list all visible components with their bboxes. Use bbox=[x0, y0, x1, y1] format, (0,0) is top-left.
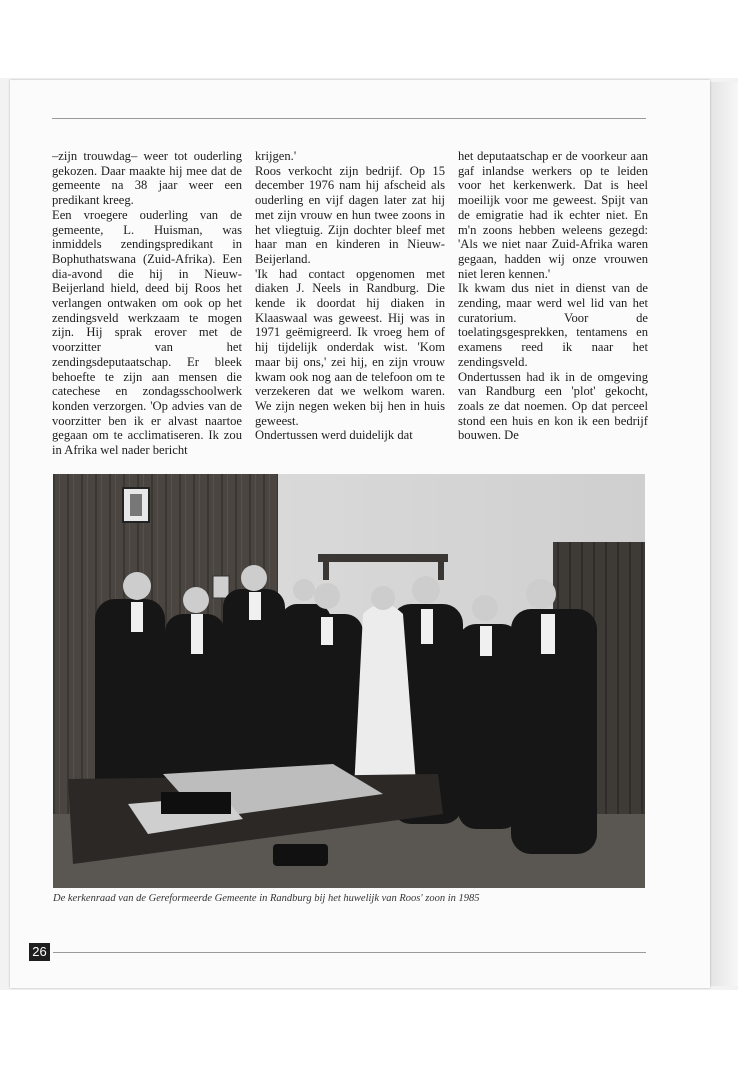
group-photo bbox=[53, 474, 645, 888]
text-column-2 bbox=[255, 149, 445, 461]
top-rule bbox=[52, 118, 646, 119]
paragraph: Ondertussen had ik in de omgeving van Randburg een 'plot' gekocht, zoals ze dat noemen. Op dat perceel stond een huis en kon ik een bedrijf bouwen. De bbox=[458, 369, 648, 443]
paragraph: Ik kwam dus niet in dienst van de zending, maar werd wel lid van het curatorium. Voor de toelatingsgesprekken, tentamens en examens reed ik naar het zendingsveld. bbox=[458, 281, 648, 369]
text-column-3 bbox=[458, 149, 648, 461]
page-number: 26 bbox=[29, 943, 50, 961]
paragraph: –zijn trouwdag– weer tot ouderling gekozen. Daar maakte hij mee dat de gemeente na 38 jaar weer een predikant kreeg. bbox=[52, 149, 242, 208]
paragraph: het deputaatschap er de voorkeur aan gaf inlandse werkers op te leiden voor het kerkenwerk. Dat is heel moeilijk voor me geweest. Spijt van de emigratie had ik echter niet. En m'n zoons hebben weleens gezegd: 'Als we niet naar Zuid-Afrika waren gegaan, hadden wij onze vrouwen niet leren kennen.' bbox=[458, 149, 648, 281]
paragraph: Roos verkocht zijn bedrijf. Op 15 december 1976 nam hij afscheid als ouderling en vijf dagen later zat hij met zijn vrouw en hun twee zoons in het vliegtuig. Zijn dochter bleef met haar man en kinderen in Nieuw-Beijerland. bbox=[255, 163, 445, 266]
paragraph: Ondertussen werd duidelijk dat bbox=[255, 428, 413, 443]
text-column-1 bbox=[52, 149, 242, 461]
paragraph: Een vroegere ouderling van de gemeente, L. Huisman, was inmiddels zendingspredikant in Bophuthatswana (Zuid-Afrika). Een dia-avond die hij in Nieuw-Beijerland hield, deed bij Roos het verlangen ontwaken om ook op het zendingsveld werkzaam te mogen zijn. Hij sprak erover met de voorzitter van het zendingsdeputaatschap. Er bleek behoefte te zijn aan mensen die catechese en zondagsschoolwerk konden verzorgen. 'Op advies van de voorzitter ben ik er alvast naartoe gegaan om te acclimatiseren. Ik zou in Afrika wel nader bericht bbox=[52, 207, 242, 458]
paragraph: 'Ik had contact opgenomen met diaken J. Neels in Randburg. Die kende ik doordat hij diaken in Klaaswaal was geweest. Hij was in 1971 geëmigreerd. Ik vroeg hem of hij tijdelijk onderdak wist. 'Kom maar bij ons,' zei hij, en zijn vrouw kwam ook nog aan de telefoon om te verzekeren dat we welkom waren. We zijn negen weken bij hen in huis geweest. bbox=[255, 266, 445, 428]
photo-caption: De kerkenraad van de Gereformeerde Gemeente in Randburg bij het huwelijk van Roos' zoon in 1985 bbox=[53, 893, 480, 904]
paragraph: krijgen.' bbox=[255, 149, 297, 163]
next-page-edge bbox=[710, 82, 738, 986]
bottom-rule bbox=[53, 952, 646, 953]
